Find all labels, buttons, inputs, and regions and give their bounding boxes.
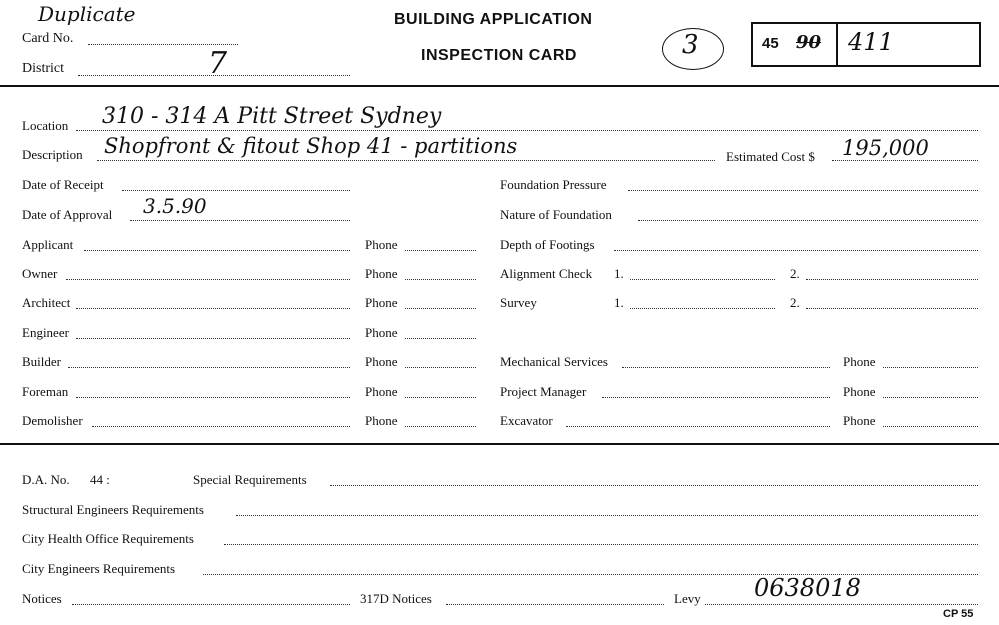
location-line bbox=[76, 130, 978, 131]
excavator-label: Excavator bbox=[500, 413, 553, 428]
project-manager-label: Project Manager bbox=[500, 384, 587, 399]
structural-label: Structural Engineers Requirements bbox=[22, 502, 204, 517]
section-rule bbox=[0, 443, 999, 445]
depth-footings-line bbox=[614, 250, 978, 251]
structural-line bbox=[236, 515, 978, 516]
levy-label: Levy bbox=[674, 591, 701, 606]
special-requirements-line bbox=[330, 485, 978, 486]
foreman-phone-label: Phone bbox=[365, 384, 398, 399]
levy-value: 0638018 bbox=[754, 574, 861, 602]
engineer-phone-line bbox=[405, 338, 476, 339]
architect-phone-line bbox=[405, 308, 476, 309]
builder-label: Builder bbox=[22, 354, 61, 369]
notices-317d-label: 317D Notices bbox=[360, 591, 432, 606]
survey-num2: 2. bbox=[790, 295, 800, 310]
duplicate-note: Duplicate bbox=[38, 2, 136, 26]
file-number-struck: 90 bbox=[796, 32, 822, 53]
levy-line bbox=[705, 604, 978, 605]
file-number-prefix: 45 bbox=[762, 35, 779, 52]
survey-line2 bbox=[806, 308, 978, 309]
owner-phone-line bbox=[405, 279, 476, 280]
district-label: District bbox=[22, 61, 64, 76]
header-rule bbox=[0, 85, 999, 87]
foreman-phone-line bbox=[405, 397, 476, 398]
mechanical-services-phone-label: Phone bbox=[843, 354, 876, 369]
project-manager-phone-label: Phone bbox=[843, 384, 876, 399]
builder-phone-line bbox=[405, 367, 476, 368]
foreman-line bbox=[76, 397, 350, 398]
notices-label: Notices bbox=[22, 591, 62, 606]
nature-foundation-label: Nature of Foundation bbox=[500, 207, 612, 222]
owner-phone-label: Phone bbox=[365, 266, 398, 281]
foundation-pressure-label: Foundation Pressure bbox=[500, 177, 607, 192]
excavator-line bbox=[566, 426, 830, 427]
city-engineers-line bbox=[203, 574, 978, 575]
foundation-pressure-line bbox=[628, 190, 978, 191]
city-health-label: City Health Office Requirements bbox=[22, 531, 194, 546]
engineer-phone-label: Phone bbox=[365, 325, 398, 340]
location-value: 310 - 314 A Pitt Street Sydney bbox=[102, 104, 442, 129]
applicant-label: Applicant bbox=[22, 237, 74, 252]
card-title-line2: INSPECTION CARD bbox=[421, 47, 577, 64]
alignment-line1 bbox=[630, 279, 775, 280]
alignment-check-label: Alignment Check bbox=[500, 266, 593, 281]
date-receipt-label: Date of Receipt bbox=[22, 177, 104, 192]
da-no-value: 44 : bbox=[90, 472, 110, 487]
survey-line1 bbox=[630, 308, 775, 309]
notices-line bbox=[72, 604, 350, 605]
owner-label: Owner bbox=[22, 266, 58, 281]
foreman-label: Foreman bbox=[22, 384, 69, 399]
date-receipt-line bbox=[122, 190, 350, 191]
survey-label: Survey bbox=[500, 295, 537, 310]
special-requirements-label: Special Requirements bbox=[193, 472, 307, 487]
description-line bbox=[97, 160, 715, 161]
survey-num1: 1. bbox=[614, 295, 624, 310]
owner-line bbox=[66, 279, 350, 280]
date-approval-line bbox=[130, 220, 350, 221]
date-approval-value: 3.5.90 bbox=[143, 194, 207, 218]
architect-label: Architect bbox=[22, 295, 71, 310]
demolisher-line bbox=[92, 426, 350, 427]
location-label: Location bbox=[22, 118, 69, 133]
da-no-label: D.A. No. bbox=[22, 472, 70, 487]
file-number-divider bbox=[836, 22, 838, 67]
card-no-line bbox=[88, 44, 238, 45]
project-manager-line bbox=[602, 397, 830, 398]
applicant-line bbox=[84, 250, 350, 251]
engineer-label: Engineer bbox=[22, 325, 69, 340]
demolisher-label: Demolisher bbox=[22, 413, 83, 428]
nature-foundation-line bbox=[638, 220, 978, 221]
alignment-num2: 2. bbox=[790, 266, 800, 281]
architect-line bbox=[76, 308, 350, 309]
notices-317d-line bbox=[446, 604, 664, 605]
circled-number-value: 3 bbox=[682, 30, 699, 60]
architect-phone-label: Phone bbox=[365, 295, 398, 310]
alignment-line2 bbox=[806, 279, 978, 280]
depth-footings-label: Depth of Footings bbox=[500, 237, 595, 252]
file-number-value: 411 bbox=[848, 28, 894, 56]
form-code: CP 55 bbox=[943, 608, 974, 620]
engineer-line bbox=[76, 338, 350, 339]
mechanical-services-label: Mechanical Services bbox=[500, 354, 608, 369]
date-approval-label: Date of Approval bbox=[22, 207, 113, 222]
applicant-phone-label: Phone bbox=[365, 237, 398, 252]
builder-phone-label: Phone bbox=[365, 354, 398, 369]
description-label: Description bbox=[22, 147, 83, 162]
estimated-cost-label: Estimated Cost $ bbox=[726, 149, 815, 164]
excavator-phone-label: Phone bbox=[843, 413, 876, 428]
mechanical-services-phone-line bbox=[883, 367, 978, 368]
demolisher-phone-line bbox=[405, 426, 476, 427]
alignment-num1: 1. bbox=[614, 266, 624, 281]
applicant-phone-line bbox=[405, 250, 476, 251]
demolisher-phone-label: Phone bbox=[365, 413, 398, 428]
estimated-cost-value: 195,000 bbox=[842, 136, 929, 160]
project-manager-phone-line bbox=[883, 397, 978, 398]
card-title-line1: BUILDING APPLICATION bbox=[394, 11, 593, 28]
mechanical-services-line bbox=[622, 367, 830, 368]
city-health-line bbox=[224, 544, 978, 545]
card-no-label: Card No. bbox=[22, 31, 74, 46]
district-value: 7 bbox=[208, 46, 228, 81]
estimated-cost-line bbox=[832, 160, 978, 161]
description-value: Shopfront & fitout Shop 41 - partitions bbox=[104, 134, 518, 158]
builder-line bbox=[68, 367, 350, 368]
city-engineers-label: City Engineers Requirements bbox=[22, 561, 176, 576]
excavator-phone-line bbox=[883, 426, 978, 427]
